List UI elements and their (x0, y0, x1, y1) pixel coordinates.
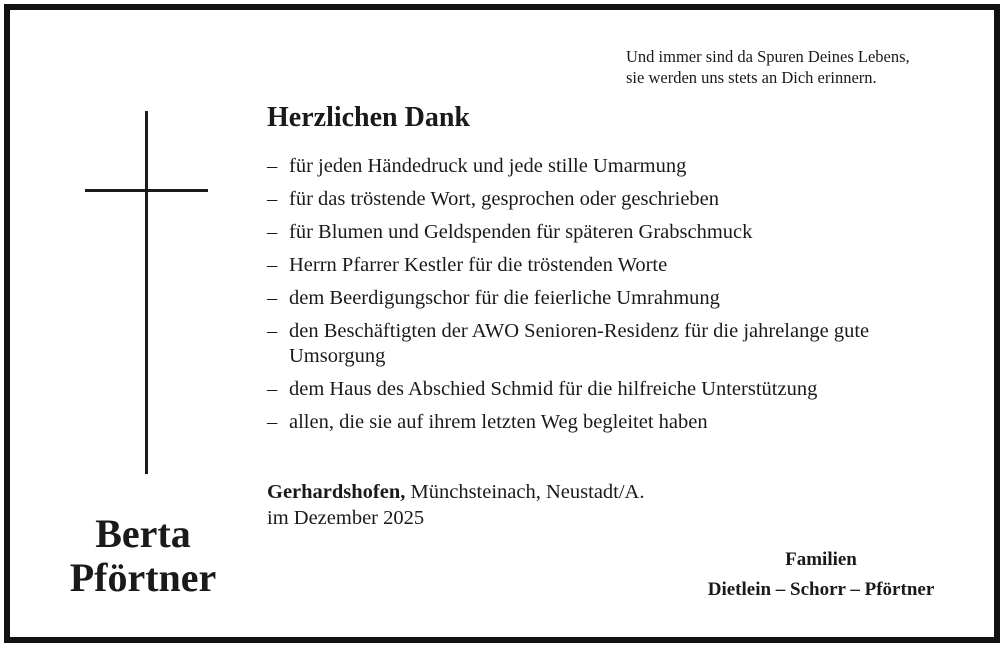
place-line (267, 479, 645, 505)
thanks-item-text: für das tröstende Wort, gesprochen oder geschrieben (289, 188, 720, 210)
deceased-name (40, 512, 246, 600)
motto-quote (626, 46, 910, 88)
dash-glyph: – (267, 155, 278, 177)
place-town: Gerhardshofen, (267, 481, 406, 503)
dash-glyph: – (267, 254, 278, 276)
thanks-item-text: den Beschäftigten der AWO Senioren-Residenz für die jahrelange gute Umsorgung (289, 320, 870, 367)
motto-line-1: Und immer sind da Spuren Deines Lebens, (626, 47, 910, 66)
thanks-item (267, 319, 927, 369)
cross-icon-vertical (145, 111, 148, 474)
thanks-item-text: dem Beerdigungschor für die feierliche Umrahmung (289, 287, 720, 309)
thanks-item (267, 377, 927, 402)
families-signature (678, 545, 964, 605)
deceased-first-name: Berta (95, 511, 191, 556)
thanks-item (267, 253, 927, 278)
deceased-last-name: Pförtner (69, 555, 217, 600)
thanks-item-text: für jeden Händedruck und jede stille Umarmung (289, 155, 687, 177)
dash-glyph: – (267, 188, 278, 210)
dash-glyph: – (267, 411, 278, 433)
dash-glyph: – (267, 221, 278, 243)
dash-glyph: – (267, 320, 278, 342)
thanks-item (267, 187, 927, 212)
thanks-item (267, 220, 927, 245)
motto-line-2: sie werden uns stets an Dich erinnern. (626, 68, 877, 87)
thanks-item-text: Herrn Pfarrer Kestler für die tröstenden Worte (289, 254, 668, 276)
thanks-item-text: für Blumen und Geldspenden für späteren Grabschmuck (289, 221, 753, 243)
cross-icon-horizontal (85, 189, 208, 192)
date-line: im Dezember 2025 (267, 507, 425, 529)
thanks-item (267, 154, 927, 179)
obituary-card (4, 4, 1000, 643)
place-others: Münchsteinach, Neustadt/A. (410, 481, 645, 503)
thanks-item-text: allen, die sie auf ihrem letzten Weg begleitet haben (289, 411, 708, 433)
families-label: Familien (785, 549, 857, 570)
thanks-item-text: dem Haus des Abschied Schmid für die hilfreiche Unterstützung (289, 378, 818, 400)
heading-thanks: Herzlichen Dank (267, 102, 470, 133)
thanks-item (267, 410, 927, 435)
dash-glyph: – (267, 287, 278, 309)
place-and-date (267, 479, 645, 531)
thanks-list (267, 154, 927, 443)
thanks-item (267, 286, 927, 311)
families-names: Dietlein – Schorr – Pförtner (707, 579, 935, 600)
dash-glyph: – (267, 378, 278, 400)
